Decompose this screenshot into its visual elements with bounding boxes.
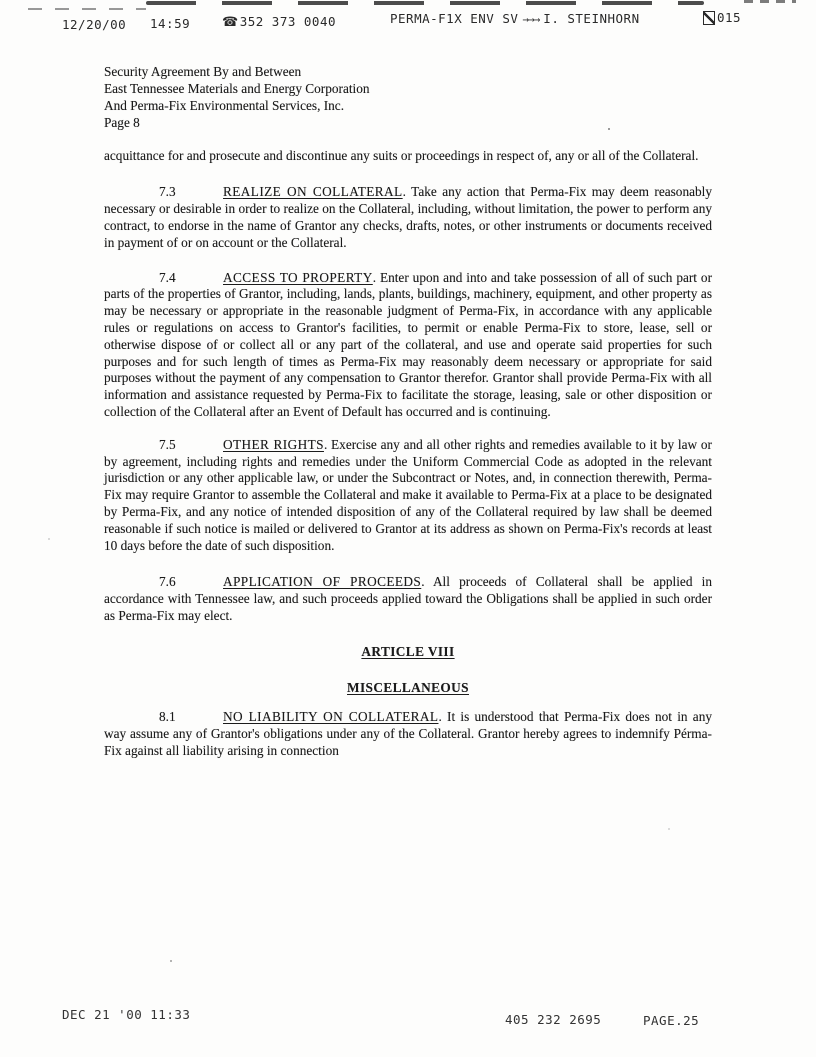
section-text: . All proceeds of Collateral shall be applied in accordance with Tennessee law, and such proceeds applied toward the Obligations shall be applied in such order as Perma-Fix may elect. <box>104 574 712 623</box>
title-line-3: And Perma-Fix Environmental Services, Inc. <box>104 97 345 113</box>
section-heading: ACCESS TO PROPERTY <box>223 269 373 285</box>
footer-phone: 405 232 2695 <box>505 1012 602 1027</box>
fax-page-stamp-number: 015 <box>717 10 742 25</box>
section-number: 8.1 <box>159 709 176 725</box>
section-heading: NO LIABILITY ON COLLATERAL <box>223 709 439 725</box>
section-7-3 <box>104 184 712 251</box>
article-subheading <box>104 680 712 697</box>
document-title-block <box>104 64 712 132</box>
section-7-6 <box>104 574 712 624</box>
section-text: . Exercise any and all other rights and remedies available to it by law or by agreement, including rights and remedies under the Uniform Commercial Code as adopted in the relevant jurisdiction or any other applicable law, or under the Subcontract or Notes, and, in connection therewith, Perma-Fix may require Grantor to assemble the Collateral and make it available to Perma-Fix at a place to be designated by Perma-Fix, and any notice of intended disposition of any of the Collateral required by law shall be deemed reasonable if such notice is mailed or delivered to Grantor at its address as shown on Perma-Fix's records at least 10 days before the date of such disposition. <box>104 436 712 553</box>
fax-sender-phone <box>222 14 336 30</box>
fax-route <box>390 11 640 26</box>
section-number: 7.4 <box>159 269 176 285</box>
cut-off-marks-top-right <box>744 0 796 3</box>
section-text: . Take any action that Perma-Fix may deem reasonably necessary or desirable in order to realize on the Collateral, including, without limitation, the power to perform any contract, to endorse in the name of Grantor any checks, drafts, notes, or other instruments or documents received in payment of or on account or the Collateral. <box>104 184 713 250</box>
phone-icon: ☎ <box>222 15 239 30</box>
section-heading: OTHER RIGHTS <box>223 436 324 452</box>
torn-edge-marks-left <box>28 8 146 10</box>
continuation-paragraph: acquittance for and prosecute and discontinue any suits or proceedings in respect of, any or all of the Collateral. <box>104 147 699 163</box>
article-heading <box>104 644 712 661</box>
document-body <box>104 64 712 760</box>
fax-sender-phone-number: 352 373 0040 <box>239 14 337 29</box>
page-count-icon <box>703 11 715 25</box>
fax-recipient-name: I. STEINHORN <box>543 11 640 26</box>
title-line-1: Security Agreement By and Between <box>104 64 302 79</box>
footer-page-number: PAGE.25 <box>643 1013 700 1028</box>
section-8-1 <box>104 709 712 759</box>
footer-datetime: DEC 21 '00 11:33 <box>62 1007 191 1022</box>
title-line-2: East Tennessee Materials and Energy Corporation <box>104 80 370 96</box>
section-text: . It is understood that Perma-Fix does not in any way assume any of Grantor's obligations under any of the Collateral. Grantor hereby agrees to indemnify Pérma-Fix against all liability arising in connection <box>104 709 712 758</box>
fax-date: 12/20/00 <box>62 17 127 32</box>
section-text: . Enter upon and into and take possession of all of such part or parts of the properties of Grantor, including, lands, plants, buildings, machinery, equipment, and other property as may be necessary or appropriate in the reasonable judgment of Perma-Fix, in accordance with any applicable rules or regulations on access to Grantor's facilities, to permit or enable Perma-Fix to store, lease, sell or otherwise dispose of or collect all or any part of the collateral, and use and operate said properties for such purposes and for such length of times as Perma-Fix may reasonably deem necessary or appropriate for said purposes without the payment of any compensation to Grantor therefor. Grantor shall provide Perma-Fix with all information and assistance requested by Perma-Fix to facilitate the storage, leasing, sale or other disposition or collection of the Collateral after an Event of Default has occurred and is continuing. <box>104 269 712 419</box>
torn-edge-marks-main <box>146 1 704 5</box>
fax-page-stamp <box>703 10 741 25</box>
article-subheading-text: MISCELLANEOUS <box>347 679 469 695</box>
section-heading: REALIZE ON COLLATERAL <box>223 184 403 200</box>
section-7-4 <box>104 270 712 421</box>
page-number-line: Page 8 <box>104 114 140 130</box>
article-heading-text: ARTICLE VIII <box>361 643 455 659</box>
arrow-right-icons: →→→ <box>522 13 540 26</box>
section-number: 7.3 <box>159 184 176 200</box>
fax-time: 14:59 <box>150 16 191 31</box>
section-number: 7.6 <box>159 574 176 590</box>
section-number: 7.5 <box>159 436 176 452</box>
section-7-5 <box>104 437 712 555</box>
fax-sender-name: PERMA-F1X ENV SV <box>390 11 519 26</box>
section-heading: APPLICATION OF PROCEEDS <box>223 574 422 590</box>
